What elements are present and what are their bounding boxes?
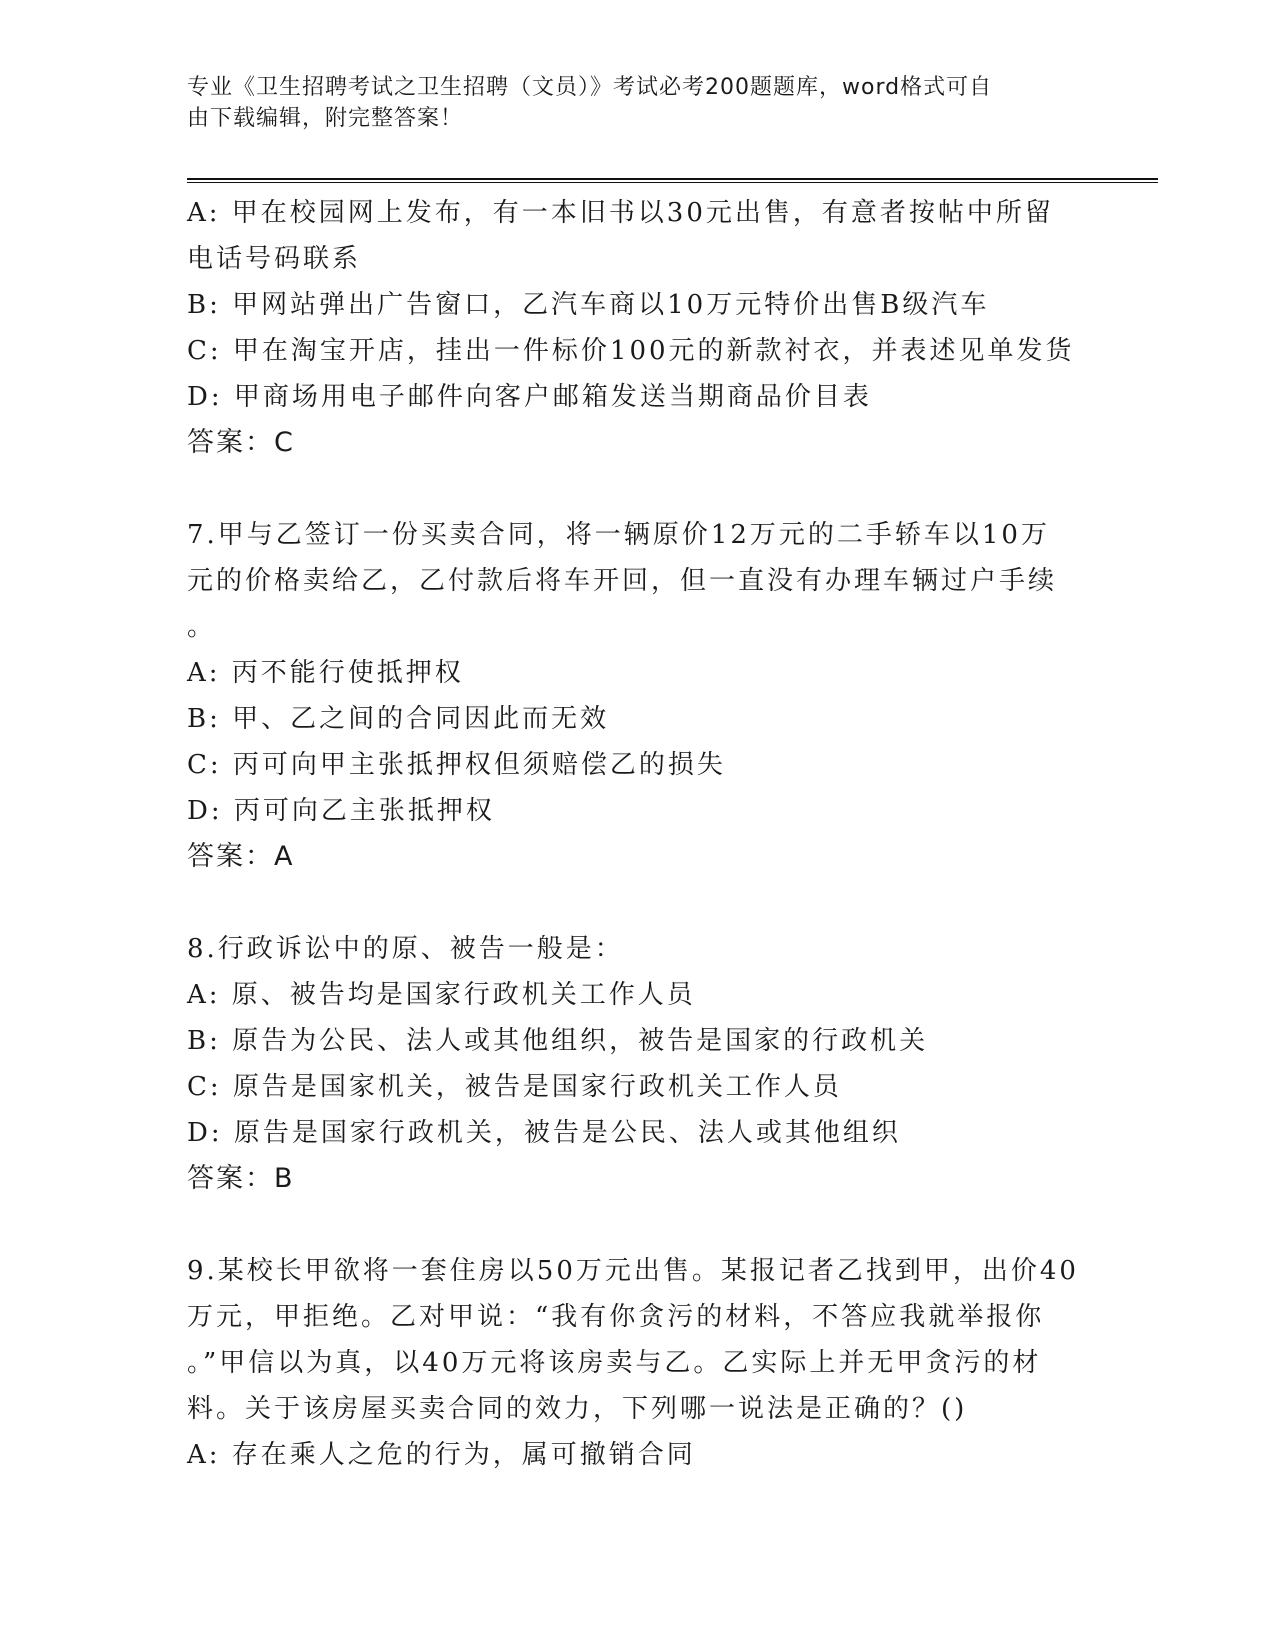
text-line: D: 甲商场用电子邮件向客户邮箱发送当期商品价目表: [187, 382, 872, 412]
text-line: C: 原告是国家机关，被告是国家行政机关工作人员: [187, 1072, 842, 1102]
text-line: C: 丙可向甲主张抵押权但须赔偿乙的损失: [187, 750, 726, 780]
paragraph-gap: [187, 466, 1087, 512]
header-divider: [187, 178, 1158, 183]
header-line-1: 专业《卫生招聘考试之卫生招聘（文员）》考试必考200题题库，word格式可自: [187, 75, 993, 100]
text-line: 8.行政诉讼中的原、被告一般是：: [187, 934, 624, 964]
text-line: 9.某校长甲欲将一套住房以50万元出售。某报记者乙找到甲，出价40: [187, 1256, 1079, 1286]
text-line: C: 甲在淘宝开店，挂出一件标价100元的新款衬衣，并表述见单发货: [187, 336, 1075, 366]
answer-line: 答案：B: [187, 1163, 295, 1194]
header-line-2: 由下载编辑，附完整答案！: [187, 106, 464, 131]
document-body: [187, 190, 1087, 1478]
text-line: B: 甲、乙之间的合同因此而无效: [187, 704, 610, 734]
text-line: D: 原告是国家行政机关，被告是公民、法人或其他组织: [187, 1118, 901, 1148]
text-line: B: 原告为公民、法人或其他组织，被告是国家的行政机关: [187, 1026, 929, 1056]
text-line: 元的价格卖给乙，乙付款后将车开回，但一直没有办理车辆过户手续: [187, 566, 1058, 596]
text-line: 7.甲与乙签订一份买卖合同，将一辆原价12万元的二手轿车以10万: [187, 520, 1050, 550]
text-line: 料。关于该房屋买卖合同的效力，下列哪一说法是正确的？(): [187, 1394, 968, 1424]
paragraph-gap: [187, 1202, 1087, 1248]
text-line: A: 原、被告均是国家行政机关工作人员: [187, 980, 696, 1010]
text-line: 。: [187, 612, 217, 642]
answer-line: 答案：C: [187, 427, 295, 458]
paragraph-gap: [187, 880, 1087, 926]
text-line: B: 甲网站弹出广告窗口，乙汽车商以10万元特价出售B级汽车: [187, 290, 990, 320]
text-line: A: 甲在校园网上发布，有一本旧书以30元出售，有意者按帖中所留: [187, 198, 1054, 228]
text-line: A: 丙不能行使抵押权: [187, 658, 464, 688]
text-line: 电话号码联系: [187, 244, 362, 274]
text-line: D: 丙可向乙主张抵押权: [187, 796, 495, 826]
text-line: A: 存在乘人之危的行为，属可撤销合同: [187, 1440, 696, 1470]
answer-line: 答案：A: [187, 841, 295, 872]
text-line: 万元，甲拒绝。乙对甲说：“我有你贪污的材料，不答应我就举报你: [187, 1302, 1045, 1332]
document-header: [187, 72, 1087, 134]
text-line: 。”甲信以为真，以40万元将该房卖与乙。乙实际上并无甲贪污的材: [187, 1348, 1042, 1378]
